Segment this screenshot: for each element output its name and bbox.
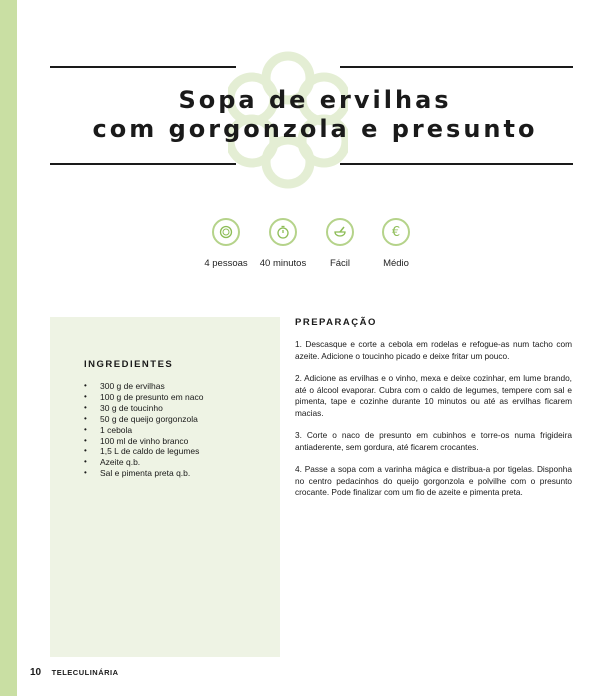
preparation-step: 3. Corte o naco de presunto em cubinhos e torre-os numa frigideira antiaderente, sem gordura, até ficarem crocantes.	[295, 430, 572, 452]
ingredient-item: • 1,5 L de caldo de legumes	[84, 446, 204, 457]
ingredient-item: • 50 g de queijo gorgonzola	[84, 414, 204, 425]
servings-label: 4 pessoas	[204, 258, 248, 269]
preparation-step: 2. Adicione as ervilhas e o vinho, mexa e deixe cozinhar, em lume brando, até o álcool evaporar. Cubra com o caldo de legumes, tempere com sal e pimenta, tape e cozinhe durante 10 minutos ou até as ervilhas ficarem macias.	[295, 373, 572, 418]
ingredient-item: • Azeite q.b.	[84, 457, 204, 468]
ingredient-item: • Sal e pimenta preta q.b.	[84, 468, 204, 479]
mortar-icon	[326, 218, 354, 246]
title-rule-bottom-left	[50, 163, 236, 165]
title-rule-top-left	[50, 66, 236, 68]
title-rule-bottom-right	[340, 163, 573, 165]
time-label: 40 minutos	[259, 258, 307, 269]
ingredients-panel	[50, 317, 280, 657]
page-number: 10	[30, 667, 42, 678]
plate-icon	[212, 218, 240, 246]
ingredient-item: • 100 ml de vinho branco	[84, 436, 204, 447]
ingredient-item: • 300 g de ervilhas	[84, 381, 204, 392]
magazine-name: TELECULINÁRIA	[51, 668, 119, 677]
cost-label: Médio	[383, 258, 409, 269]
ingredients-list	[84, 381, 204, 479]
timer-icon	[269, 218, 297, 246]
page-footer	[30, 667, 119, 678]
ingredient-item: • 100 g de presunto em naco	[84, 392, 204, 403]
recipe-title-line-1: Sopa de ervilhas	[178, 86, 452, 114]
left-accent-bar	[0, 0, 17, 696]
ingredient-item: • 1 cebola	[84, 425, 204, 436]
ingredient-item: • 30 g de toucinho	[84, 403, 204, 414]
title-rule-top-right	[340, 66, 573, 68]
recipe-title	[50, 86, 580, 144]
preparation-step: 4. Passe a sopa com a varinha mágica e distribua-a por tigelas. Disponha no centro pedacinhos do queijo gorgonzola e polvilhe com o presunto crocante. Pode finalizar com um fio de azeite e pimenta preta.	[295, 464, 572, 497]
preparation-steps	[295, 339, 572, 510]
euro-icon: €	[382, 218, 410, 246]
ingredients-heading: INGREDIENTES	[84, 359, 174, 370]
cost-info	[361, 216, 431, 269]
recipe-title-line-2: com gorgonzola e presunto	[92, 115, 538, 143]
difficulty-label: Fácil	[329, 258, 351, 269]
preparation-step: 1. Descasque e corte a cebola em rodelas e refogue-as num tacho com azeite. Adicione o toucinho picado e deixe fritar um pouco.	[295, 339, 572, 361]
preparation-heading: PREPARAÇÃO	[295, 317, 377, 328]
